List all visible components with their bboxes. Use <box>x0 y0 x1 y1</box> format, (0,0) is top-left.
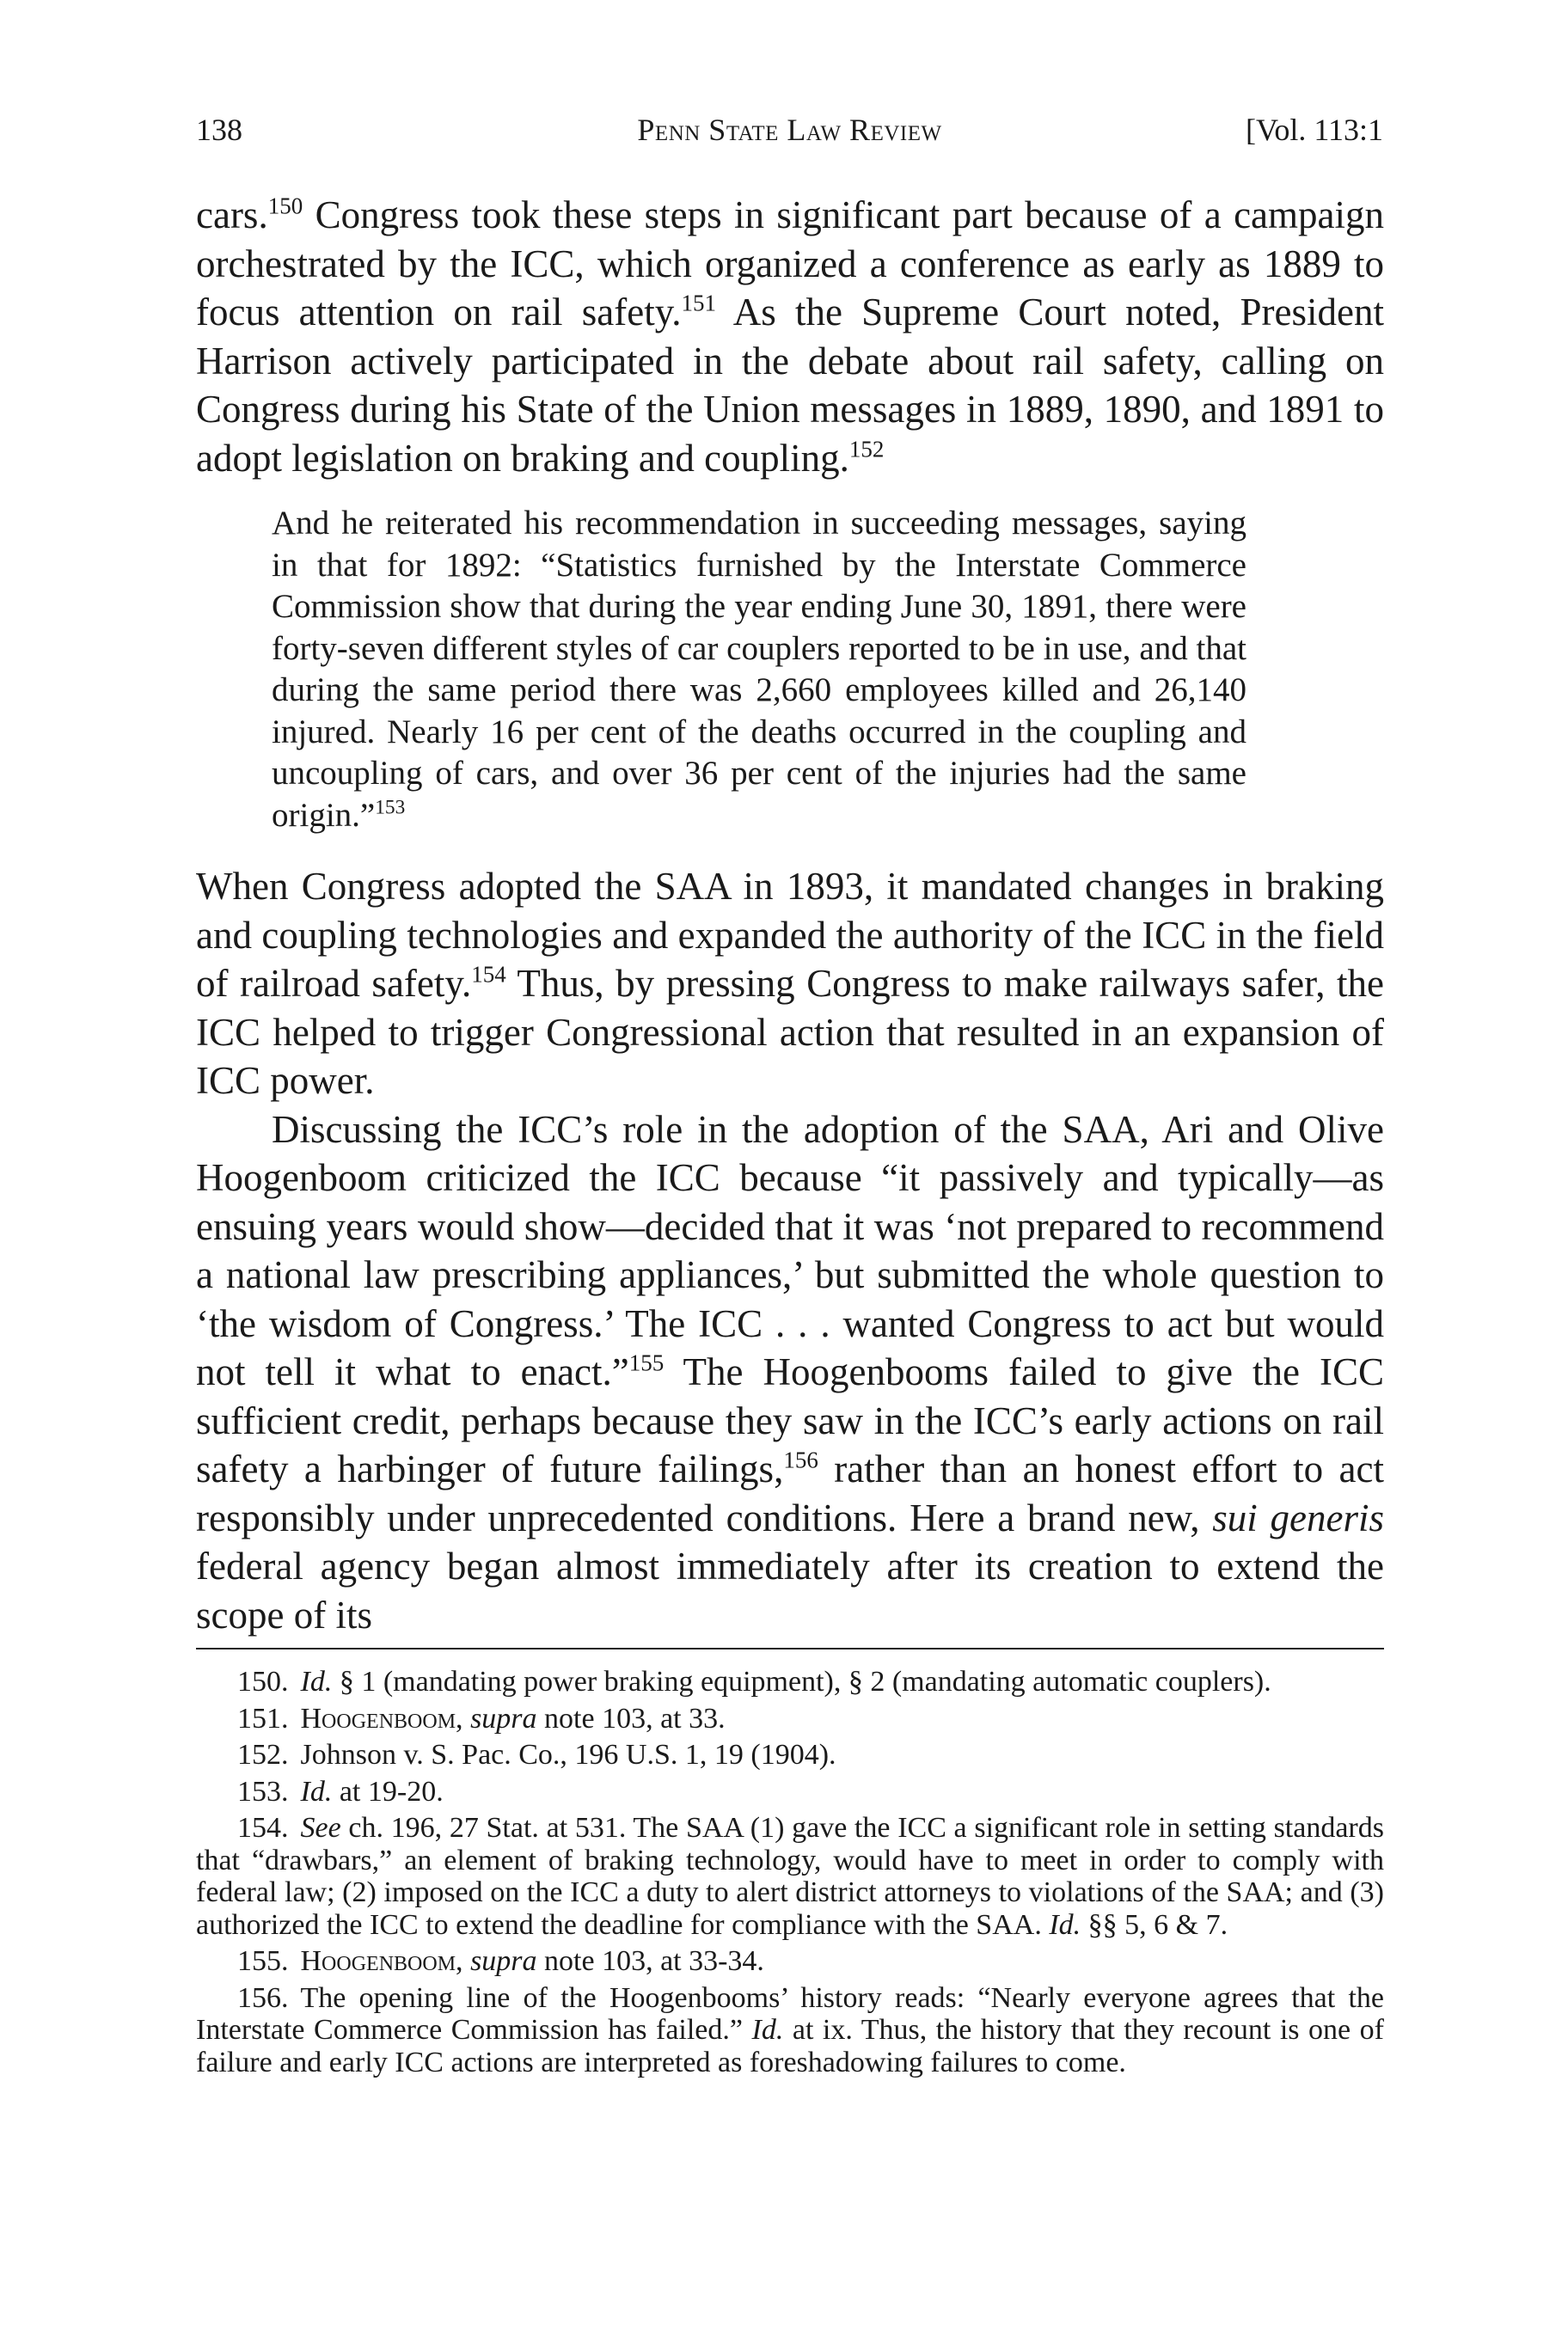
running-header <box>196 110 1383 150</box>
footnote-italic: supra <box>470 1702 537 1735</box>
footnotes-section <box>196 1666 1384 2083</box>
page-number: 138 <box>196 113 242 147</box>
paragraph-1-text-b: Congress took these steps in significant part because of a campaign orchestrated by the ICC, which organized a conference as early as 1889 to focus attention on rail safety. <box>196 193 1384 334</box>
footnote-italic: Id. <box>751 2014 784 2046</box>
footnote-number: 153. <box>237 1775 289 1808</box>
paragraph-1-text-a: cars. <box>196 193 268 236</box>
main-text <box>196 191 1384 1639</box>
footnote-156 <box>196 1982 1384 2079</box>
footnote-italic: supra <box>470 1945 537 1977</box>
footnote-text: note 103, at 33-34. <box>536 1945 764 1977</box>
footnote-ref-151: 151 <box>681 290 717 316</box>
footnote-ref-155: 155 <box>628 1350 665 1376</box>
footnote-151 <box>196 1703 1384 1735</box>
block-quote <box>196 503 1384 836</box>
footnote-italic: Id. <box>300 1666 333 1698</box>
paragraph-3 <box>196 1105 1384 1640</box>
footnote-text: note 103, at 33. <box>536 1702 726 1735</box>
footnote-ref-150: 150 <box>267 193 303 219</box>
footnote-divider <box>196 1648 1384 1649</box>
footnote-text: §§ 5, 6 & 7. <box>1081 1908 1228 1941</box>
paragraph-1-text-c: As the Supreme Court noted, President Harrison actively participated in the debate about rail safety, calling on Congress during his State of the Union messages in 1889, 1890, and 1891 to adopt legislation on braking and coupling. <box>196 291 1384 480</box>
footnote-text: at ix. Thus, the history that they recount is one of failure and early ICC actions are interpreted as foreshadowing failures to come. <box>196 2014 1384 2078</box>
footnote-ref-152: 152 <box>848 435 885 462</box>
paragraph-2 <box>196 862 1384 1105</box>
footnote-number: 155. <box>237 1945 289 1977</box>
paragraph-3-text-b: The Hoogenbooms failed to give the ICC sufficient credit, perhaps because they saw in the ICC’s early actions on rail safety a harbinger of future failings, <box>196 1350 1385 1490</box>
footnote-text: at 19-20. <box>332 1775 444 1808</box>
paragraph-2-text-b: Thus, by pressing Congress to make railways safer, the ICC helped to trigger Congressional action that resulted in an expansion of ICC power. <box>196 962 1385 1102</box>
footnote-153 <box>196 1776 1384 1809</box>
footnote-ref-154: 154 <box>471 961 506 988</box>
journal-title: Penn State Law Review <box>637 113 942 147</box>
footnote-154 <box>196 1812 1384 1941</box>
footnote-150 <box>196 1666 1384 1698</box>
footnote-number: 152. <box>237 1739 289 1771</box>
footnote-italic: See <box>300 1812 341 1844</box>
footnote-152 <box>196 1739 1384 1772</box>
paragraph-3-text-a: Discussing the ICC’s role in the adoption of the SAA, Ari and Olive Hoogenboom criticized the ICC because “it passively and typically—as ensuing years would show—decided that it was ‘not prepared to recommend a national law prescribing appliances,’ but submitted the whole question to ‘the wisdom of Congress.’ The ICC . . . wanted Congress to act but would not tell it what to enact.” <box>196 1107 1384 1393</box>
footnote-text: The opening line of the Hoogenbooms’ history reads: “Nearly everyone agrees that the Interstate Commerce Commission has failed.” <box>196 1981 1384 2046</box>
block-quote-text: And he reiterated his recommendation in succeeding messages, saying in that for 1892: “Statistics furnished by the Interstate Commerce Commission show that during the year ending June 30, 1891, there were forty-seven different styles of car couplers reported to be in use, and that during the same period there was 2,660 employees killed and 26,140 injured. Nearly 16 per cent of the deaths occurred in the coupling and uncoupling of cars, and over 36 per cent of the injuries had the same origin.” <box>272 505 1246 834</box>
footnote-text: Johnson v. S. Pac. Co., 196 U.S. 1, 19 (1904). <box>300 1739 836 1771</box>
footnote-number: 150. <box>237 1666 289 1698</box>
footnote-text: ch. 196, 27 Stat. at 531. The SAA (1) gave the ICC a significant role in setting standards that “drawbars,” an element of braking technology, would have to meet in order to comply with federal law; (2) imposed on the ICC a duty to alert district attorneys to violations of the SAA; and (3) authorized the ICC to extend the deadline for compliance with the SAA. <box>196 1812 1384 1941</box>
footnote-ref-153: 153 <box>375 796 406 818</box>
paragraph-3-italic: sui generis <box>1212 1496 1384 1539</box>
paragraph-3-text-d: federal agency began almost immediately after its creation to extend the scope of its <box>196 1545 1384 1637</box>
footnote-italic: Id. <box>300 1775 333 1808</box>
footnote-number: 154. <box>237 1812 289 1844</box>
footnote-italic: Id. <box>1049 1908 1081 1941</box>
footnote-number: 151. <box>237 1702 289 1735</box>
volume-label: [Vol. 113:1 <box>1245 113 1383 147</box>
footnote-author: Hoogenboom, <box>300 1702 463 1735</box>
paragraph-1 <box>196 191 1384 482</box>
footnote-author: Hoogenboom, <box>300 1945 463 1977</box>
paragraph-3-text-c: rather than an honest effort to act responsibly under unprecedented conditions. Here a brand new, <box>196 1447 1384 1539</box>
footnote-text: § 1 (mandating power braking equipment), § 2 (mandating automatic couplers). <box>332 1666 1271 1698</box>
footnote-ref-156: 156 <box>783 1447 818 1473</box>
footnote-155 <box>196 1945 1384 1978</box>
footnote-number: 156. <box>237 1981 289 2014</box>
paragraph-2-text-a: When Congress adopted the SAA in 1893, it mandated changes in braking and coupling technologies and expanded the authority of the ICC in the field of railroad safety. <box>196 865 1384 1005</box>
